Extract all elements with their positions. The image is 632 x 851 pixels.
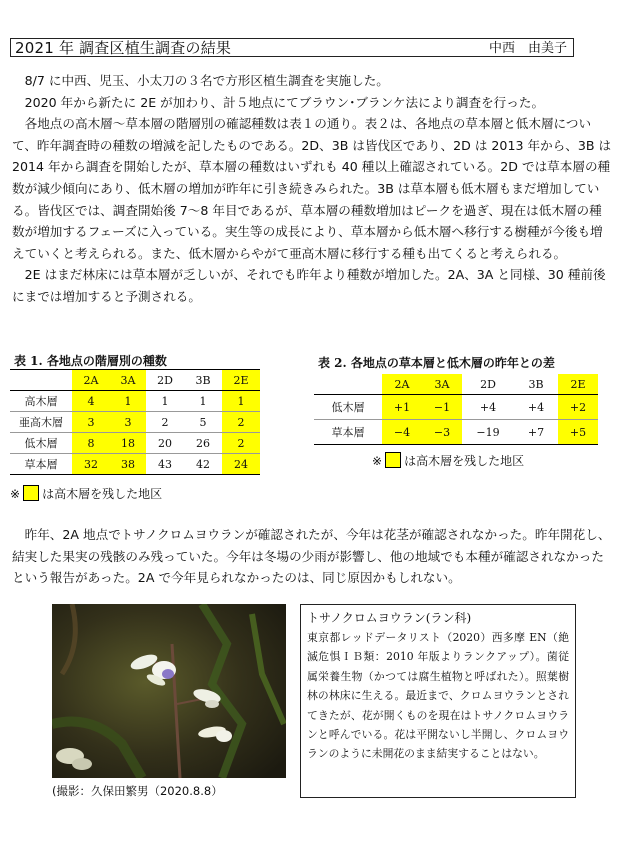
table-row xyxy=(10,433,260,454)
table2-cell: −3 xyxy=(422,420,462,445)
table2-cell: −19 xyxy=(462,420,514,445)
paragraph: 昨年、2A 地点でトサノクロムヨウランが確認されたが、今年は花茎が確認されなかった。昨年開花し、結実した果実の残骸のみ残っていた。今年は冬場の少雨が影響し、他の地域でも本種が確認されなかったという報告があった。2A で今年見られなかったのは、同じ原因かもしれない。 xyxy=(12,527,611,586)
species-info-box xyxy=(300,604,576,798)
table2-col-header: 2A xyxy=(382,374,422,395)
table1-cell: 3 xyxy=(72,412,110,433)
table1-cell: 32 xyxy=(72,454,110,475)
table1-cell: 1 xyxy=(184,391,222,412)
table1 xyxy=(10,369,260,475)
table1-header-row xyxy=(10,370,260,391)
species-description: 東京都レッドデータリスト（2020）西多摩 EN（絶滅危惧ＩＢ類：2010 年版よりランクアップ）。菌従属栄養生物（かつては腐生植物と呼ばれた）。照葉樹林の林床に生える。最近まで、クロムヨウランとされてきたが、花が開くものを現在はトサノクロムヨウランと呼んでいる。花は平開ないし半開し、クロムヨウランのように未開花のまま結実することはない。 xyxy=(307,631,569,761)
orchid-text xyxy=(12,524,612,589)
table2-note xyxy=(372,452,524,469)
table1-cell: 2 xyxy=(222,433,260,454)
table2-cell: +4 xyxy=(514,395,558,420)
table1-cell: 2 xyxy=(146,412,184,433)
table2-cell: −1 xyxy=(422,395,462,420)
paragraph: 各地点の高木層～草本層の階層別の確認種数は表１の通り。表２は、各地点の草本層と低木層について、昨年調査時の種数の増減を記したものである。2D、3B は皆伐区であり、2D は 2013 年から、3B は 2014 年から調査を開始したが、草本層の種数はいずれも 40 種以上確認されている。2D では草本層の種数が減少傾向にあり、低木層の増加が昨年に引き続きみられた。3B は草本層も低木層もまだ増加している。皆伐区では、調査開始後 7～8 年目であるが、草本層の種数増加はピークを過ぎ、現在は低木層の種数が増加するフェーズに入っている。実生等の成長により、草本層から低木層へ移行する樹種が今後も増えていくと考えられる。また、低木層からやがて亜高木層に移行する種も出てくると考えられる。 xyxy=(12,116,612,261)
table1-cell: 26 xyxy=(184,433,222,454)
table-row xyxy=(314,420,598,445)
table-row xyxy=(10,454,260,475)
note-prefix: ※ xyxy=(10,487,21,501)
note-text: は高木層を残した地区 xyxy=(404,454,525,468)
table-row xyxy=(10,391,260,412)
table1-note xyxy=(10,485,162,502)
table2-cell: +7 xyxy=(514,420,558,445)
table1-cell: 24 xyxy=(222,454,260,475)
table1-cell: 38 xyxy=(110,454,146,475)
author-name: 中西 由美子 xyxy=(488,41,567,56)
table2-corner xyxy=(314,374,382,395)
table1-cell: 1 xyxy=(222,391,260,412)
page-title: 2021 年 調査区植生調査の結果 xyxy=(15,39,232,57)
table2-col-header: 2D xyxy=(462,374,514,395)
table1-col-header: 3A xyxy=(110,370,146,391)
table1-cell: 20 xyxy=(146,433,184,454)
table1-cell: 43 xyxy=(146,454,184,475)
paragraph: 8/7 に中西、児玉、小太刀の３名で方形区植生調査を実施した。 xyxy=(24,73,389,88)
paragraph: 2E はまだ林床には草本層が乏しいが、それでも昨年より種数が増加した。2A、3A と同様、30 種前後にまでは増加すると予測される。 xyxy=(12,267,606,304)
table1-cell: 2 xyxy=(222,412,260,433)
table1-col-header: 2A xyxy=(72,370,110,391)
table1-row-label: 高木層 xyxy=(10,391,72,412)
table2-col-header: 3B xyxy=(514,374,558,395)
table1-cell: 3 xyxy=(110,412,146,433)
table1-corner xyxy=(10,370,72,391)
table2-header-row xyxy=(314,374,598,395)
table2-row-label: 草本層 xyxy=(314,420,382,445)
table-row xyxy=(10,412,260,433)
table2-cell: +1 xyxy=(382,395,422,420)
highlight-swatch xyxy=(23,485,39,501)
table1-col-header: 3B xyxy=(184,370,222,391)
table1-cell: 18 xyxy=(110,433,146,454)
table-row xyxy=(314,395,598,420)
table1-col-header: 2D xyxy=(146,370,184,391)
table2-cell: +2 xyxy=(558,395,598,420)
table2-cell: +5 xyxy=(558,420,598,445)
table2-caption: 表 2. 各地点の草本層と低木層の昨年との差 xyxy=(318,356,555,370)
title-box xyxy=(10,38,574,57)
note-text: は高木層を残した地区 xyxy=(42,487,163,501)
table1-col-header: 2E xyxy=(222,370,260,391)
photo-caption: (撮影：久保田繁男（2020.8.8） xyxy=(52,784,223,798)
table1-caption: 表 1. 各地点の階層別の種数 xyxy=(14,354,167,368)
table1-cell: 1 xyxy=(110,391,146,412)
highlight-swatch xyxy=(385,452,401,468)
table1-cell: 5 xyxy=(184,412,222,433)
table1-cell: 8 xyxy=(72,433,110,454)
table1-cell: 4 xyxy=(72,391,110,412)
table1-row-label: 草本層 xyxy=(10,454,72,475)
table2-col-header: 2E xyxy=(558,374,598,395)
table1-row-label: 低木層 xyxy=(10,433,72,454)
paragraph: 2020 年から新たに 2E が加わり、計５地点にてブラウン･ブランケ法により調査を行った。 xyxy=(24,94,545,110)
table2-cell: +4 xyxy=(462,395,514,420)
table2-col-header: 3A xyxy=(422,374,462,395)
orchid-photo-image xyxy=(52,604,286,778)
species-title: トサノクロムヨウラン(ラン科) xyxy=(307,611,472,625)
note-prefix: ※ xyxy=(372,454,383,468)
table2-cell: −4 xyxy=(382,420,422,445)
table1-cell: 1 xyxy=(146,391,184,412)
table1-cell: 42 xyxy=(184,454,222,475)
table1-row-label: 亜高木層 xyxy=(10,412,72,433)
intro-text xyxy=(12,70,612,308)
orchid-photo xyxy=(52,604,286,778)
table2 xyxy=(314,374,598,445)
table2-row-label: 低木層 xyxy=(314,395,382,420)
